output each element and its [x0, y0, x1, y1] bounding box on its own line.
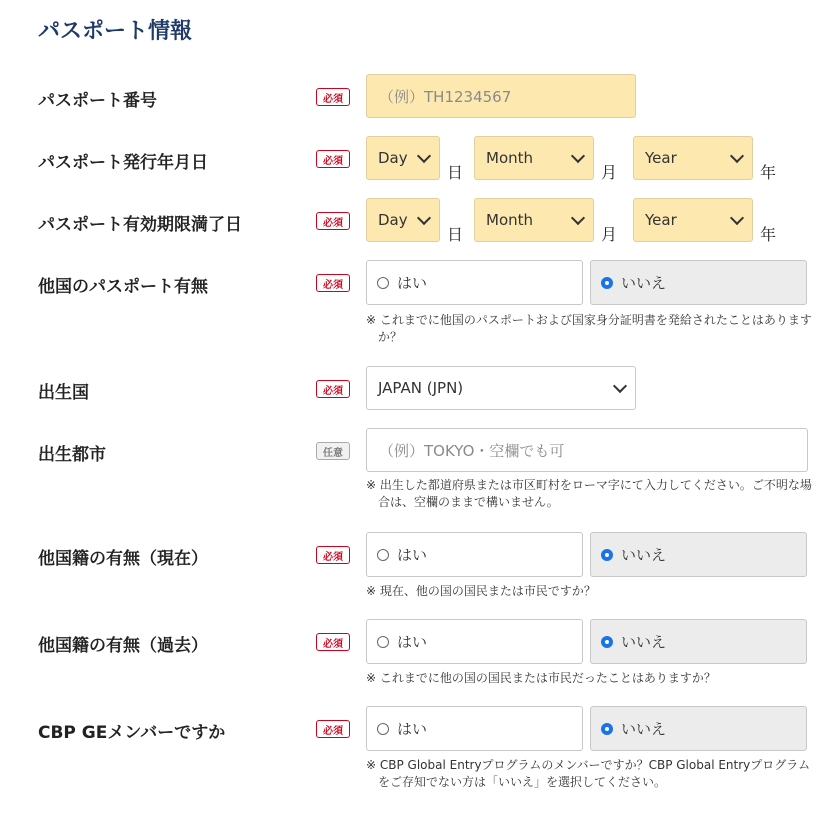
expiry-day-value: Day [378, 211, 408, 229]
radio-unchecked-icon [377, 549, 389, 561]
month-unit: 月 [601, 225, 618, 244]
page-title: パスポート情報 [38, 19, 193, 44]
cbp-ge-yes-option[interactable] [366, 706, 583, 751]
other-passport-note: ※ これまでに他国のパスポートおよび国家身分証明書を発給されたことはありますか？ [366, 313, 812, 344]
day-unit: 日 [447, 163, 464, 182]
other-nationality-past-label: 他国籍の有無（過去） [38, 636, 208, 656]
radio-unchecked-icon [377, 277, 389, 289]
issue-day-value: Day [378, 149, 408, 167]
issue-date-label: パスポート発行年月日 [38, 153, 208, 173]
chevron-down-icon [571, 210, 585, 224]
chevron-down-icon [730, 148, 744, 162]
chevron-down-icon [730, 210, 744, 224]
radio-unchecked-icon [377, 636, 389, 648]
day-unit: 日 [447, 225, 464, 244]
expiry-month-select[interactable] [474, 198, 594, 242]
no-label: いいえ [621, 274, 667, 292]
expiry-year-value: Year [645, 211, 677, 229]
radio-checked-icon [601, 636, 613, 648]
no-label: いいえ [621, 633, 667, 651]
other-nationality-past-note: ※ これまでに他の国の国民または市民だったことはありますか？ [366, 671, 716, 685]
chevron-down-icon [613, 378, 627, 392]
other-nationality-current-note: ※ 現在、他の国の国民または市民ですか？ [366, 584, 596, 598]
issue-day-select[interactable] [366, 136, 440, 180]
issue-month-select[interactable] [474, 136, 594, 180]
other-passport-label: 他国のパスポート有無 [38, 277, 208, 297]
radio-checked-icon [601, 723, 613, 735]
year-unit: 年 [760, 225, 777, 244]
other-nationality-past-no-option[interactable] [590, 619, 807, 664]
yes-label: はい [397, 720, 428, 738]
other-passport-yes-option[interactable] [366, 260, 583, 305]
birth-city-input[interactable] [366, 428, 808, 472]
month-unit: 月 [601, 163, 618, 182]
yes-label: はい [397, 546, 428, 564]
required-badge: 必須 [316, 380, 350, 398]
chevron-down-icon [417, 148, 431, 162]
birth-country-select[interactable] [366, 366, 636, 410]
other-nationality-past-yes-option[interactable] [366, 619, 583, 664]
no-label: いいえ [621, 720, 667, 738]
passport-number-placeholder: （例）TH1234567 [379, 87, 512, 106]
radio-checked-icon [601, 549, 613, 561]
required-badge: 必須 [316, 212, 350, 230]
other-nationality-current-label: 他国籍の有無（現在） [38, 549, 208, 569]
yes-label: はい [397, 633, 428, 651]
yes-label: はい [397, 274, 428, 292]
issue-year-value: Year [645, 149, 677, 167]
birth-country-value: JAPAN (JPN) [378, 379, 464, 397]
expiry-day-select[interactable] [366, 198, 440, 242]
other-nationality-current-yes-option[interactable] [366, 532, 583, 577]
issue-month-value: Month [486, 149, 534, 167]
required-badge: 必須 [316, 150, 350, 168]
cbp-ge-note: ※ CBP Global Entryプログラムのメンバーですか？CBP Global Entryプログラムをご存知でない方は「いいえ」を選択してください。 [366, 758, 811, 789]
birth-country-label: 出生国 [38, 383, 89, 403]
optional-badge: 任意 [316, 442, 350, 460]
required-badge: 必須 [316, 633, 350, 651]
cbp-ge-label: CBP GEメンバーですか [38, 723, 226, 743]
birth-city-note: ※ 出生した都道府県または市区町村をローマ字にて入力してください。ご不明な場合は、空欄のままで構いません。 [366, 478, 812, 509]
birth-city-placeholder: （例）TOKYO・空欄でも可 [379, 441, 565, 460]
issue-year-select[interactable] [633, 136, 753, 180]
passport-number-input[interactable] [366, 74, 636, 118]
radio-checked-icon [601, 277, 613, 289]
other-passport-no-option[interactable] [590, 260, 807, 305]
other-nationality-current-no-option[interactable] [590, 532, 807, 577]
no-label: いいえ [621, 546, 667, 564]
chevron-down-icon [571, 148, 585, 162]
required-badge: 必須 [316, 88, 350, 106]
passport-number-label: パスポート番号 [38, 91, 157, 111]
expiry-date-label: パスポート有効期限満了日 [38, 215, 242, 235]
expiry-year-select[interactable] [633, 198, 753, 242]
required-badge: 必須 [316, 274, 350, 292]
expiry-month-value: Month [486, 211, 534, 229]
chevron-down-icon [417, 210, 431, 224]
required-badge: 必須 [316, 720, 350, 738]
birth-city-label: 出生都市 [38, 445, 106, 465]
radio-unchecked-icon [377, 723, 389, 735]
year-unit: 年 [760, 163, 777, 182]
cbp-ge-no-option[interactable] [590, 706, 807, 751]
required-badge: 必須 [316, 546, 350, 564]
